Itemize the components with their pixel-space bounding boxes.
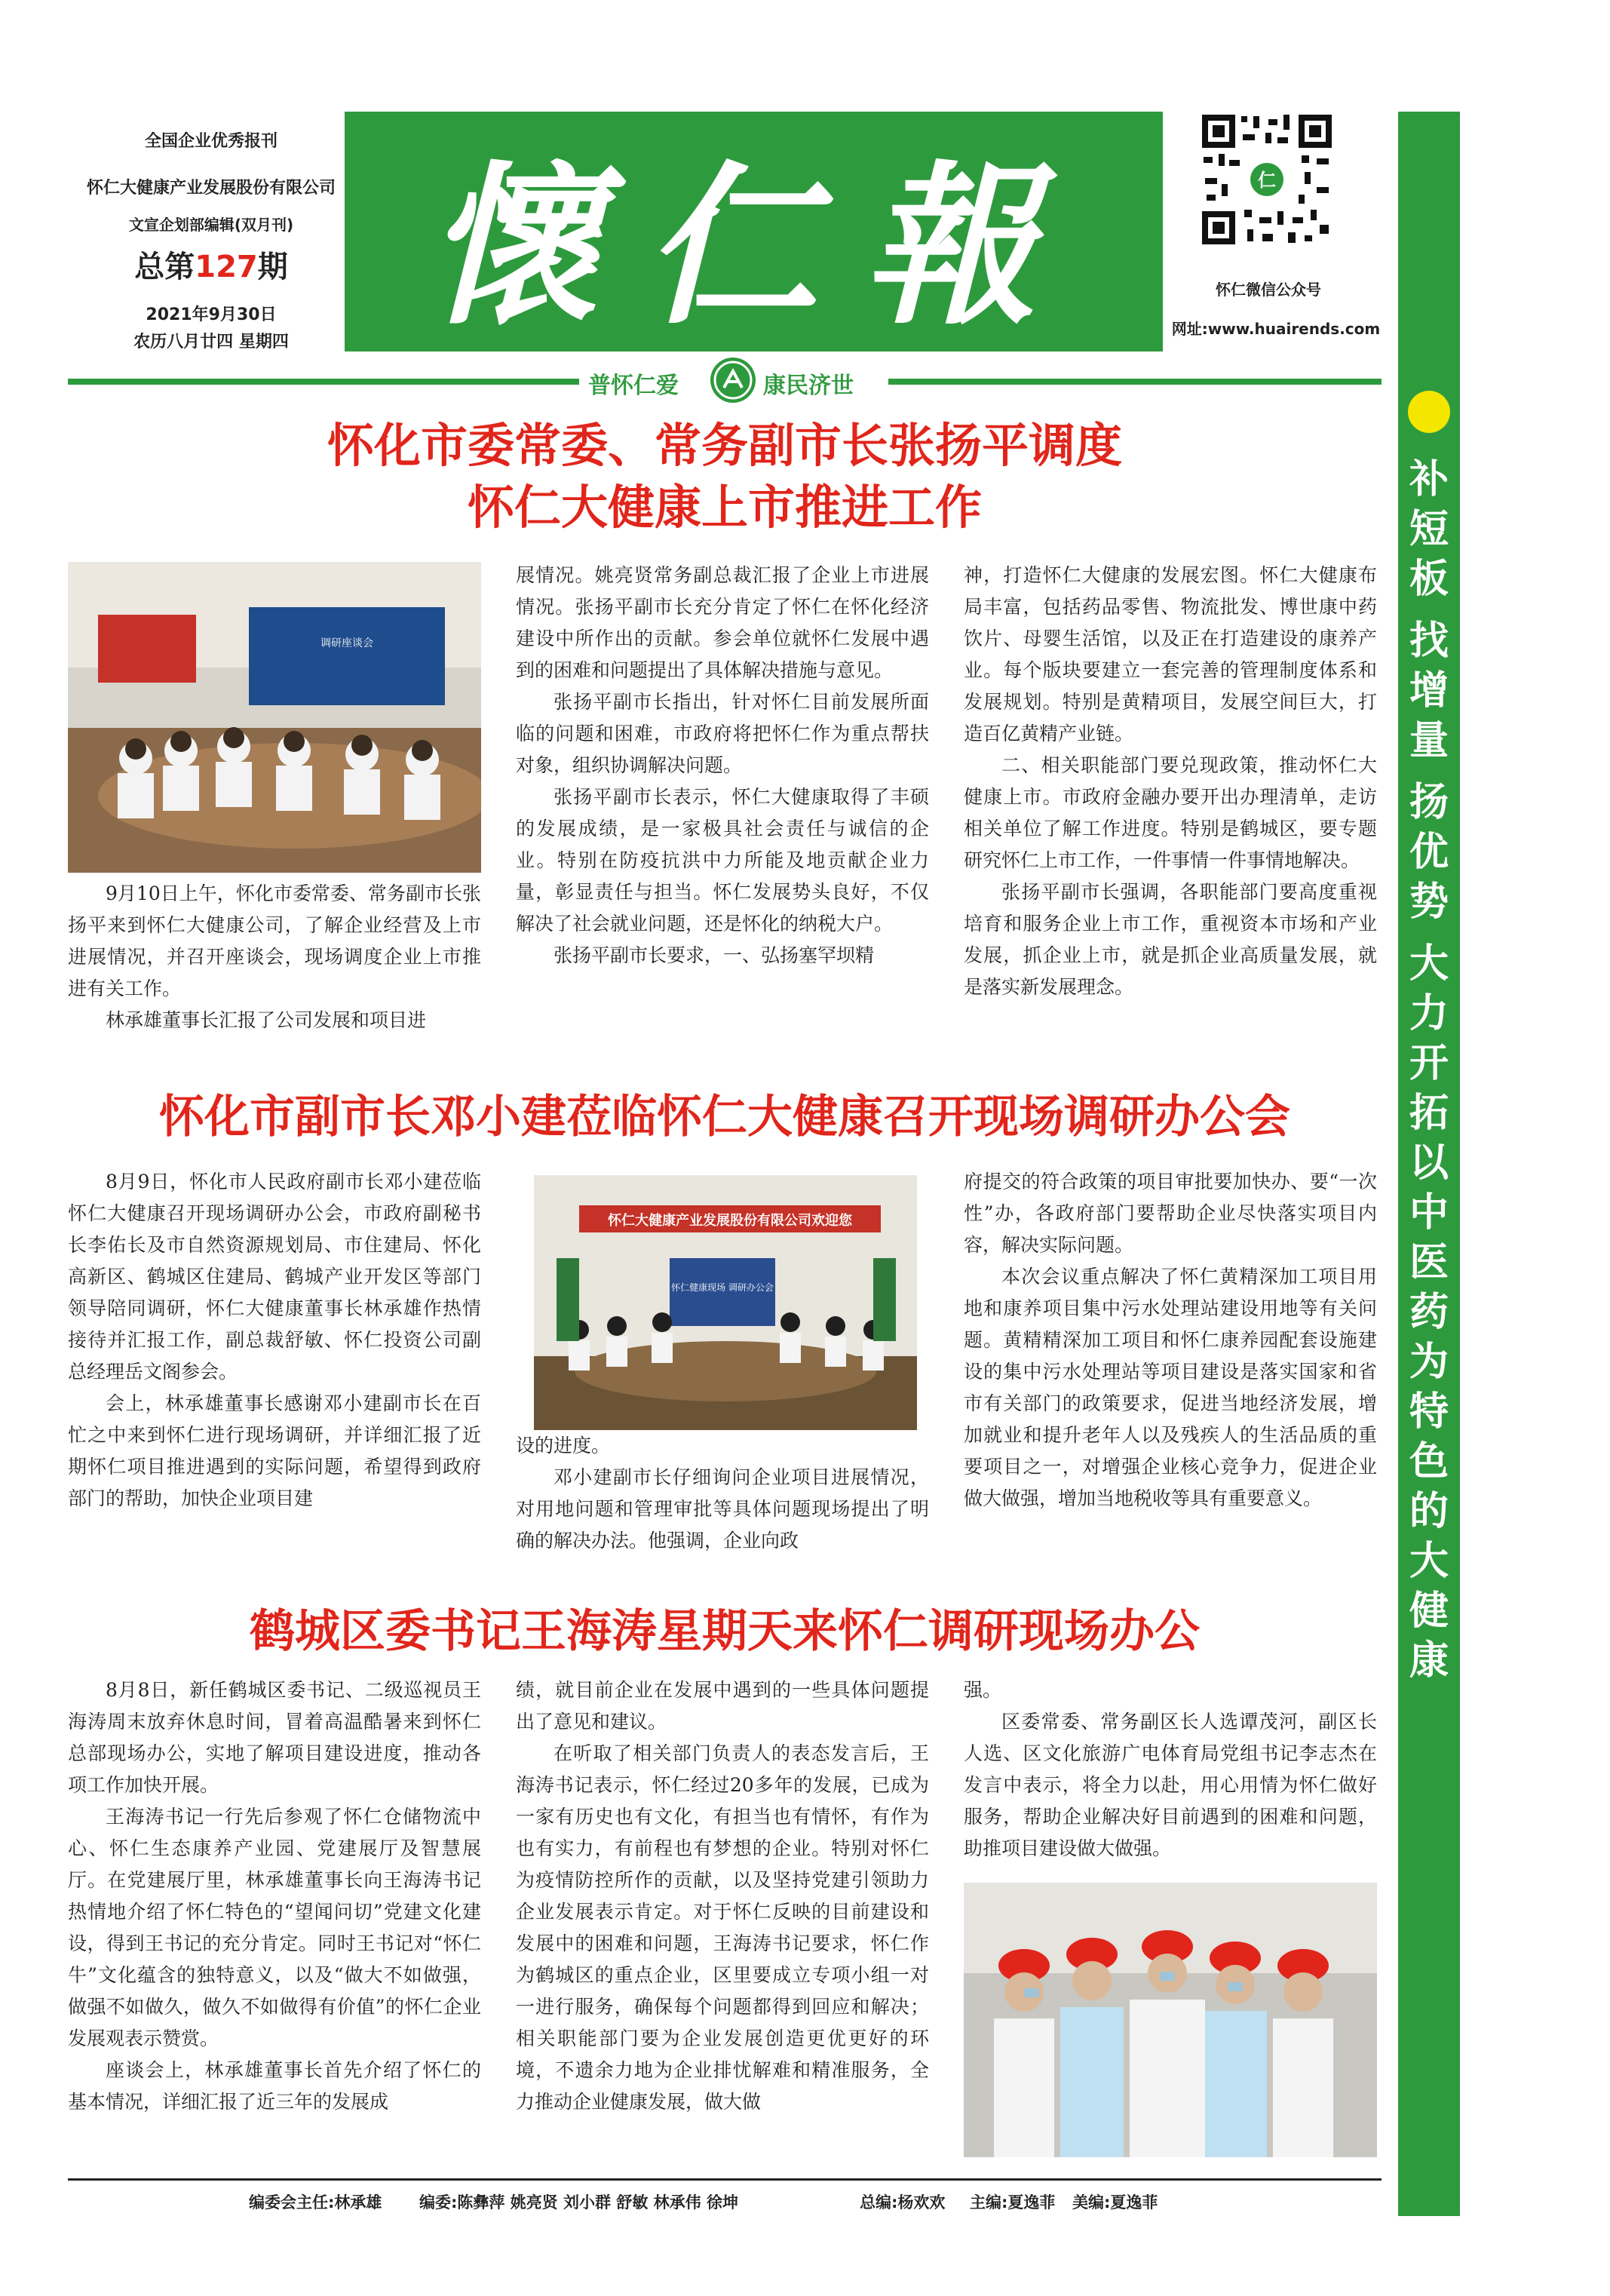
sidebar-slogan-char: 势 xyxy=(1409,879,1449,925)
article2-paragraph: 设的进度。 xyxy=(516,1435,611,1456)
sidebar-slogan-char: 中 xyxy=(1409,1190,1449,1235)
sidebar-slogan-char: 短 xyxy=(1409,507,1449,552)
article3-paragraph: 强。 xyxy=(964,1679,1002,1701)
article3-paragraph: 绩，就目前企业在发展中遇到的一些具体问题提出了意见和建议。 xyxy=(516,1679,929,1733)
article1-paragraph: 张扬平副市长指出，针对怀仁目前发展所面临的问题和困难，市政府将把怀仁作为重点帮扶对象，组织协调解决问题。 xyxy=(516,691,929,776)
article1-paragraph: 9月10日上午，怀化市委常委、常务副市长张扬平来到怀仁大健康公司，了解企业经营及上市进展情况，并召开座谈会，现场调度企业上市推进有关工作。 xyxy=(68,882,481,999)
article1-paragraph: 张扬平副市长表示，怀仁大健康取得了丰硕的发展成绩，是一家极具社会责任与诚信的企业。特别在防疫抗洪中力所能及地贡献企业力量，彰显责任与担当。怀仁发展势头良好，不仅解决了社会就业问题，还是怀化的纳税大户。 xyxy=(516,786,929,935)
article1-column-3 xyxy=(964,560,1377,1003)
article2-paragraph: 本次会议重点解决了怀仁黄精深加工项目用地和康养项目集中污水处理站建设用地等有关问题。黄精精深加工项目和怀仁康养园配套设施建设的集中污水处理站等项目建设是落实国家和省市有关部门的政策要求，促进当地经济发展，增加就业和提升老年人以及残疾人的生活品质的重要项目之一，对增强企业核心竞争力，促进企业做大做强，增加当地税收等具有重要意义。 xyxy=(964,1266,1377,1509)
article1-paragraph: 展情况。姚亮贤常务副总裁汇报了企业上市进展情况。张扬平副市长充分肯定了怀仁在怀化经济建设中所作出的贡献。参会单位就怀仁发展中遇到的困难和问题提出了具体解决措施与意见。 xyxy=(516,564,929,681)
article3-paragraph: 区委常委、常务副区长人选谭茂河，副区长人选、区文化旅游广电体育局党组书记李志杰在发言中表示，将全力以赴，用心用情为怀仁做好服务，帮助企业解决好目前遇到的困难和问题，助推项目建设做大做强。 xyxy=(964,1711,1377,1859)
sidebar-slogan-char: 增 xyxy=(1409,668,1449,714)
qr-caption: 怀仁微信公众号 xyxy=(1216,281,1321,299)
sidebar-strip xyxy=(1398,112,1460,2216)
sidebar-slogan-char: 特 xyxy=(1409,1389,1449,1435)
article2-paragraph: 8月9日，怀化市人民政府副市长邓小建莅临怀仁大健康召开现场调研办公会，市政府副秘书长李佑长及市自然资源规划局、市住建局、怀化高新区、鹤城区住建局、鹤城产业开发区等部门领导陪同调研，怀仁大健康董事长林承雄作热情接待并汇报工作，副总裁舒敏、怀仁投资公司副总经理岳文阁参会。 xyxy=(68,1171,481,1383)
issue-date: 2021年9月30日 xyxy=(146,305,277,324)
issue-prefix: 总第 xyxy=(134,250,195,284)
footer-divider xyxy=(68,2178,1382,2181)
article3-column-2 xyxy=(516,1674,929,2118)
sidebar-dot-icon xyxy=(1408,391,1450,433)
sidebar-slogan-char: 优 xyxy=(1409,830,1449,875)
lunar-date: 农历八月廿四 星期四 xyxy=(133,333,289,351)
sidebar-slogan-char: 色 xyxy=(1409,1439,1449,1484)
article3-paragraph: 在听取了相关部门负责人的表态发言后，王海涛书记表示，怀仁经过20多年的发展，已成为一家有历史也有文化，有担当也有情怀，有作为也有实力，有前程也有梦想的企业。特别对怀仁为疫情防控所作的贡献，以及坚持党建引领助力企业发展表示肯定。对于怀仁反映的目前建设和发展中的困难和问题，王海涛书记要求，怀仁作为鹤城区的重点企业，区里要成立专项小组一对一进行服务，确保每个问题都得到回应和解决；相关职能部门要为企业发展创造更优更好的环境，不遗余力地为企业排忧解难和精准服务，全力推动企业健康发展，做大做 xyxy=(516,1742,929,2113)
editor-line: 文宣企划部编辑(双月刊) xyxy=(128,216,294,234)
svg-text:仁: 仁 xyxy=(1258,170,1276,191)
sidebar-slogan-char: 补 xyxy=(1409,457,1449,502)
sidebar-slogan-char: 扬 xyxy=(1409,780,1449,825)
article2-paragraph: 邓小建副市长仔细询问企业项目进展情况，对用地问题和管理审批等具体问题现场提出了明确的解决办法。他强调，企业向政 xyxy=(516,1466,929,1552)
article1-paragraph: 神，打造怀仁大健康的发展宏图。怀仁大健康布局丰富，包括药品零售、物流批发、博世康中药饮片、母婴生活馆，以及正在打造建设的康养产业。每个版块要建立一套完善的管理制度体系和发展规划。特别是黄精项目，发展空间巨大，打造百亿黄精产业链。 xyxy=(964,564,1377,744)
article1-paragraph: 张扬平副市长要求，一、弘扬塞罕坝精 xyxy=(554,944,875,966)
logo-icon xyxy=(710,358,756,403)
article2-column-3 xyxy=(964,1166,1377,1515)
sidebar-slogan-char: 开 xyxy=(1409,1041,1449,1086)
award-label: 全国企业优秀报刊 xyxy=(144,132,278,151)
footer-members: 编委:陈彝萍 姚亮贤 刘小群 舒敏 林承伟 徐坤 xyxy=(419,2193,738,2212)
issue-number xyxy=(68,243,354,286)
svg-text:调研座谈会: 调研座谈会 xyxy=(320,637,373,649)
article3-paragraph: 8月8日，新任鹤城区委书记、二级巡视员王海涛周末放弃休息时间，冒着高温酷暑来到怀仁总部现场办公，实地了解项目建设进度，推动各项工作加快开展。 xyxy=(68,1679,481,1796)
article2-photo xyxy=(534,1175,917,1430)
sidebar-slogan-char: 康 xyxy=(1409,1638,1449,1684)
meeting-screen-text: 怀仁健康现场 调研办公会 xyxy=(671,1282,774,1293)
qr-code[interactable] xyxy=(1199,112,1335,247)
sidebar-slogan-char: 健 xyxy=(1409,1588,1449,1634)
issue-suffix: 期 xyxy=(257,250,288,284)
website-link[interactable]: 网址:www.huairends.com xyxy=(1171,320,1381,338)
sidebar-slogan-char: 板 xyxy=(1409,557,1449,602)
sidebar-slogan-char: 为 xyxy=(1409,1340,1449,1385)
sidebar-slogan-char: 量 xyxy=(1409,718,1449,763)
article2-paragraph: 府提交的符合政策的项目审批要加快办、要“一次性”办，各政府部门要帮助企业尽快落实项目内容，解决实际问题。 xyxy=(964,1171,1377,1256)
article2-title: 怀化市副市长邓小建莅临怀仁大健康召开现场调研办公会 xyxy=(159,1091,1290,1143)
sidebar-slogan-char: 找 xyxy=(1409,619,1449,664)
sidebar-slogan-char: 药 xyxy=(1409,1290,1449,1335)
issue-value: 127 xyxy=(195,250,258,284)
article1-column-2 xyxy=(516,560,929,972)
article3-title: 鹤城区委书记王海涛星期天来怀仁调研现场办公 xyxy=(250,1605,1200,1658)
sidebar-slogan-char: 的 xyxy=(1409,1489,1449,1534)
welcome-banner: 怀仁大健康产业发展股份有限公司欢迎您 xyxy=(608,1213,852,1229)
article2-column-1 xyxy=(68,1166,481,1515)
sidebar-slogan-char: 力 xyxy=(1409,991,1449,1036)
sidebar-slogan-char: 拓 xyxy=(1409,1091,1449,1136)
article1-paragraph: 林承雄董事长汇报了公司发展和项目进 xyxy=(106,1009,427,1031)
footer-art-editor: 美编:夏逸菲 xyxy=(1072,2193,1158,2212)
sidebar-slogan-char: 大 xyxy=(1409,941,1449,987)
slogan-bar xyxy=(579,353,888,407)
masthead-title: 懷仁報 xyxy=(425,144,1082,348)
article3-column-3 xyxy=(964,1674,1377,1865)
article3-paragraph: 王海涛书记一行先后参观了怀仁仓储物流中心、怀仁生态康养产业园、党建展厅及智慧展厅。在党建展厅里，林承雄董事长向王海涛书记热情地介绍了怀仁特色的“望闻问切”党建文化建设，得到王书记的充分肯定。同时王书记对“怀仁牛”文化蕴含的独特意义，以及“做大不如做强，做强不如做久，做久不如做得有价值”的怀仁企业发展观表示赞赏。 xyxy=(68,1806,481,2049)
masthead xyxy=(345,112,1163,351)
article1-photo xyxy=(68,562,481,873)
article1-title-line1: 怀化市委常委、常务副市长张扬平调度 xyxy=(327,418,1122,473)
article3-paragraph: 座谈会上，林承雄董事长首先介绍了怀仁的基本情况，详细汇报了近三年的发展成 xyxy=(68,2059,481,2113)
sidebar-slogan-char: 医 xyxy=(1409,1240,1449,1285)
footer-general-editor: 总编:杨欢欢 xyxy=(860,2193,946,2212)
article1-title-line2: 怀仁大健康上市推进工作 xyxy=(467,480,982,535)
sidebar-slogan-char: 大 xyxy=(1409,1539,1449,1584)
article1-column-1 xyxy=(68,878,481,1036)
slogan-right: 康民济世 xyxy=(763,373,854,399)
article2-paragraph: 会上，林承雄董事长感谢邓小建副市长在百忙之中来到怀仁进行现场调研，并详细汇报了近期怀仁项目推进遇到的实际问题，希望得到政府部门的帮助，加快企业项目建 xyxy=(68,1392,481,1509)
article2-column-2 xyxy=(516,1430,929,1557)
footer-main-editor: 主编:夏逸菲 xyxy=(970,2193,1056,2212)
article1-paragraph: 二、相关职能部门要兑现政策，推动怀仁大健康上市。市政府金融办要开出办理清单，走访相关单位了解工作进度。特别是鹤城区，要专题研究怀仁上市工作，一件事情一件事情地解决。 xyxy=(964,754,1377,871)
publisher-name: 怀仁大健康产业发展股份有限公司 xyxy=(86,179,336,198)
sidebar-slogan-char: 以 xyxy=(1409,1140,1449,1186)
slogan-left: 普怀仁爱 xyxy=(588,373,679,399)
footer-chief: 编委会主任:林承雄 xyxy=(249,2193,382,2212)
article1-paragraph: 张扬平副市长强调，各职能部门要高度重视培育和服务企业上市工作，重视资本市场和产业发展，抓企业上市，就是抓企业高质量发展，就是落实新发展理念。 xyxy=(964,881,1377,998)
sidebar-slogan xyxy=(1398,455,1460,1686)
article3-photo xyxy=(964,1883,1377,2157)
article3-column-1 xyxy=(68,1674,481,2118)
